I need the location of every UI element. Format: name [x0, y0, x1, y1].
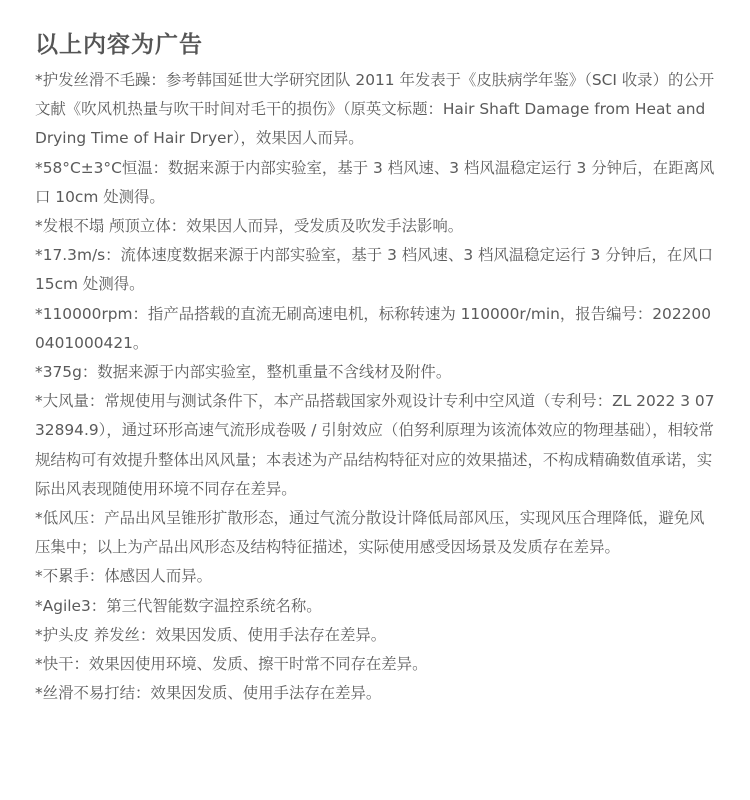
- disclaimer-item-root-volume: *发根不塌 颅顶立体：效果因人而异，受发质及吹发手法影响。: [35, 217, 464, 236]
- disclaimer-list: [35, 66, 715, 708]
- disclaimer-item-wind-speed: *17.3m/s：流体速度数据来源于内部实验室，基于 3 档风速、3 档风温稳定运行 3 分钟后，在风口 15cm 处测得。: [35, 246, 714, 294]
- disclaimer-item-quick-dry: *快干：效果因使用环境、发质、擦干时常不同存在差异。: [35, 655, 428, 674]
- page-title: 以上内容为广告: [35, 32, 203, 58]
- disclaimer-item-smooth-hair: *护发丝滑不毛躁：参考韩国延世大学研究团队 2011 年发表于《皮肤病学年鉴》（SCI 收录）的公开文献《吹风机热量与吹干时间对毛干的损伤》（原英文标题：Hair Shaft Damage from Heat and Drying Time of Hair Dryer），效果因人而异。: [35, 71, 715, 148]
- disclaimer-item-motor-rpm: *110000rpm：指产品搭载的直流无刷高速电机，标称转速为 110000r/min，报告编号：2022000401000421。: [35, 304, 712, 352]
- disclaimer-item-high-airflow: *大风量：常规使用与测试条件下，本产品搭载国家外观设计专利中空风道（专利号：ZL 2022 3 0732894.9），通过环形高速气流形成卷吸 / 引射效应（伯努利原理为该流体效应的物理基础），相较常规结构可有效提升整体出风风量；本表述为产品结构特征对应的效果描述，不构成精确数值承诺，实际出风表现随使用环境不同存在差异。: [35, 392, 715, 498]
- disclaimer-section: [35, 28, 715, 708]
- disclaimer-item-weight: *375g：数据来源于内部实验室，整机重量不含线材及附件。: [35, 363, 452, 382]
- disclaimer-item-scalp-care: *护头皮 养发丝：效果因发质、使用手法存在差异。: [35, 625, 387, 644]
- disclaimer-item-low-pressure: *低风压：产品出风呈锥形扩散形态，通过气流分散设计降低局部风压，实现风压合理降低，避免风压集中；以上为产品出风形态及结构特征描述，实际使用感受因场景及发质存在差异。: [35, 509, 705, 557]
- disclaimer-item-tangle-free: *丝滑不易打结：效果因发质、使用手法存在差异。: [35, 684, 382, 703]
- disclaimer-item-lightweight-handling: *不累手：体感因人而异。: [35, 567, 212, 586]
- disclaimer-item-agile3: *Agile3：第三代智能数字温控系统名称。: [35, 596, 322, 615]
- disclaimer-item-constant-temperature: *58°C±3°C恒温：数据来源于内部实验室，基于 3 档风速、3 档风温稳定运行 3 分钟后，在距离风口 10cm 处测得。: [35, 158, 715, 206]
